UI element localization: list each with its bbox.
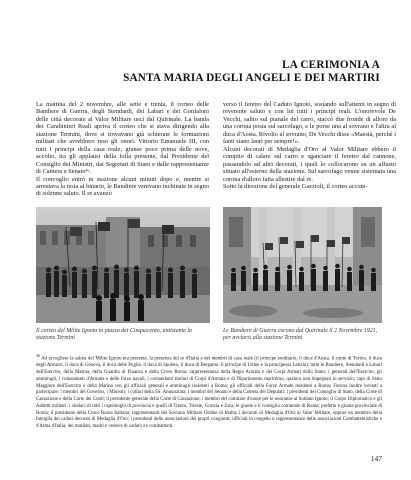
body-column-left: [36, 101, 209, 198]
body-paragraph: Alcuni decorati di Medaglia d'Oro al Valor Militare ebbero il compito di calare sul carro e sganciare il feretro dal cannone, passandolo ad altri decorati, i quali lo collocarono su un affusto situato all'esterno della stazione. Sul sarcofago venne sistemata una corona d'alloro fatta allestire dal re.: [223, 145, 396, 183]
chapter-title-line-2: SANTA MARIA DEGLI ANGELI E DEI MARTIRI: [123, 72, 380, 84]
chapter-title: [123, 59, 380, 85]
body-column-right: [223, 101, 396, 190]
body-paragraph: Il convoglio entrò in stazione alcuni minuti dopo e, mentre si arrestava la testa al binario, le Bandiere venivano inchinate in segno di solenne saluto. Il re avanzò: [36, 175, 209, 198]
body-paragraph: Sotto la direzione del generale Gazzioli, il corteo accom-: [223, 182, 368, 190]
footnote: [36, 353, 382, 431]
body-paragraph: La mattina del 2 novembre, alle sette e trenta, il corteo delle Bandiere di Guerra, degli Stendardi, dei Labari e dei Gonfaloni delle città decorate al Valor Militare uscì dal Quirinale. La banda dei Carabinieri Reali aprìva il corteo che si stava dirigendo alla stazione Termini, dove si trovavano già schierate le formazioni militari che avrebbero reso gli onori. Vittorio Emanuele III, con tutti i principi della casa reale, giunse poco prima delle nove, accolto, tra gli applausi della folla presente, dal Presidente del Consiglio dei Ministri, dai Segretari di Stato e dalle rappresentanze di Camera e Senato³⁶.: [36, 101, 209, 176]
photo-procession-piazza: [36, 207, 210, 323]
chapter-title-line-1: LA CERIMONIA A: [282, 59, 380, 71]
page-number: 147: [370, 454, 382, 463]
footnote-number: 36: [36, 354, 40, 358]
photo-caption-right: Le Bandiere di Guerra escono dal Quirinale il 2 Novembre 1921, per avviarsi alla stazione Termini: [223, 328, 378, 341]
photo-caption-left: Il corteo del Milite Ignoto in piazza dei Cinquecento, antistante la stazione Termini: [36, 328, 192, 341]
photo-flags-quirinale: [223, 207, 382, 323]
body-paragraph: verso il feretro del Caduto Ignoto, sostando sull'attenti in segno di reverente saluto e con lui tutti i principi reali. L'onorevole De Vecchi, salito sul pianale del carro, staccò due fronde di alloro da una corona posta sul sarcofago, e le porse una al sovrano e l'altra al duca d'Aosta. Rivolto al sovrano, De Vecchi disse «Maestà, perché i fanti siano lauri per sempre!».: [223, 101, 396, 146]
footnote-text: Ad accogliere la salma del Milite Ignoto era presente, la presenza del re d'Italia e dei membri di casa reale (il principe ereditario, il duca d'Aosta, il conte di Torino, il duca degli Abruzzi, il duca di Genova, il duca delle Puglie, il duca di Spoleto, il duca di Bergamo, il principe di Udine e la principessa Letizia); tutte le Bandiere, Stendardi e Labari dell'Esercito, della Marina, della Guardia di Finanza e della Croce Rossa; rappresentanza della Regia Armata e dei Corpi Armati dello Stato; i generali dell'Esercito, gli ammiragli, i comandanti d'Armata e delle forze navali, i comandanti titolari di Corpi d'Armata e di Dipartimento marittimo, qualora non impegnati in servizio; capi di Stato Maggiore dell'Esercito e della Marina con gli ufficiali generali e ammiragli residenti a Roma; gli ufficiali della Forze Armate residenti a Roma; Furono inoltre invitati a partecipare: i membri del Governo, i Ministri; i collari della SS. Annunziata; i membri del Senato e della Camera dei Deputati; i presidenti del Consiglio di Stato, della Corte di Cassazione e della Corte dei Conti; il presidente generale della Corte di Cassazione; i membri del comitato d'onore per le onoranze al Soldato Ignoto; il Corpo Diplomatico e gli Addetti militari; i sindaci di tutti i capoluoghi di provincia e quelli di Trento, Trieste, Gorizia e Zara; le giunte e il consiglio comunale di Roma; prefetto e giunta provinciale di Roma; il presidente della Croce Rossa Italiana; rappresentanti del Sovrano Militare Ordine di Malta; i decorati di Medaglia d'Oro al Valor Militare, oppure un membro della famiglia dei caduti decorati di Medaglia d'Oro; i presidenti delle associazioni dei propri congiunti; ufficiali in congedo e rappresentanze delle associazioni Combattentistiche e d'Arma d'Italia; dei mutilati, madri e vedove di caduti; ex combattenti.: [36, 356, 382, 430]
